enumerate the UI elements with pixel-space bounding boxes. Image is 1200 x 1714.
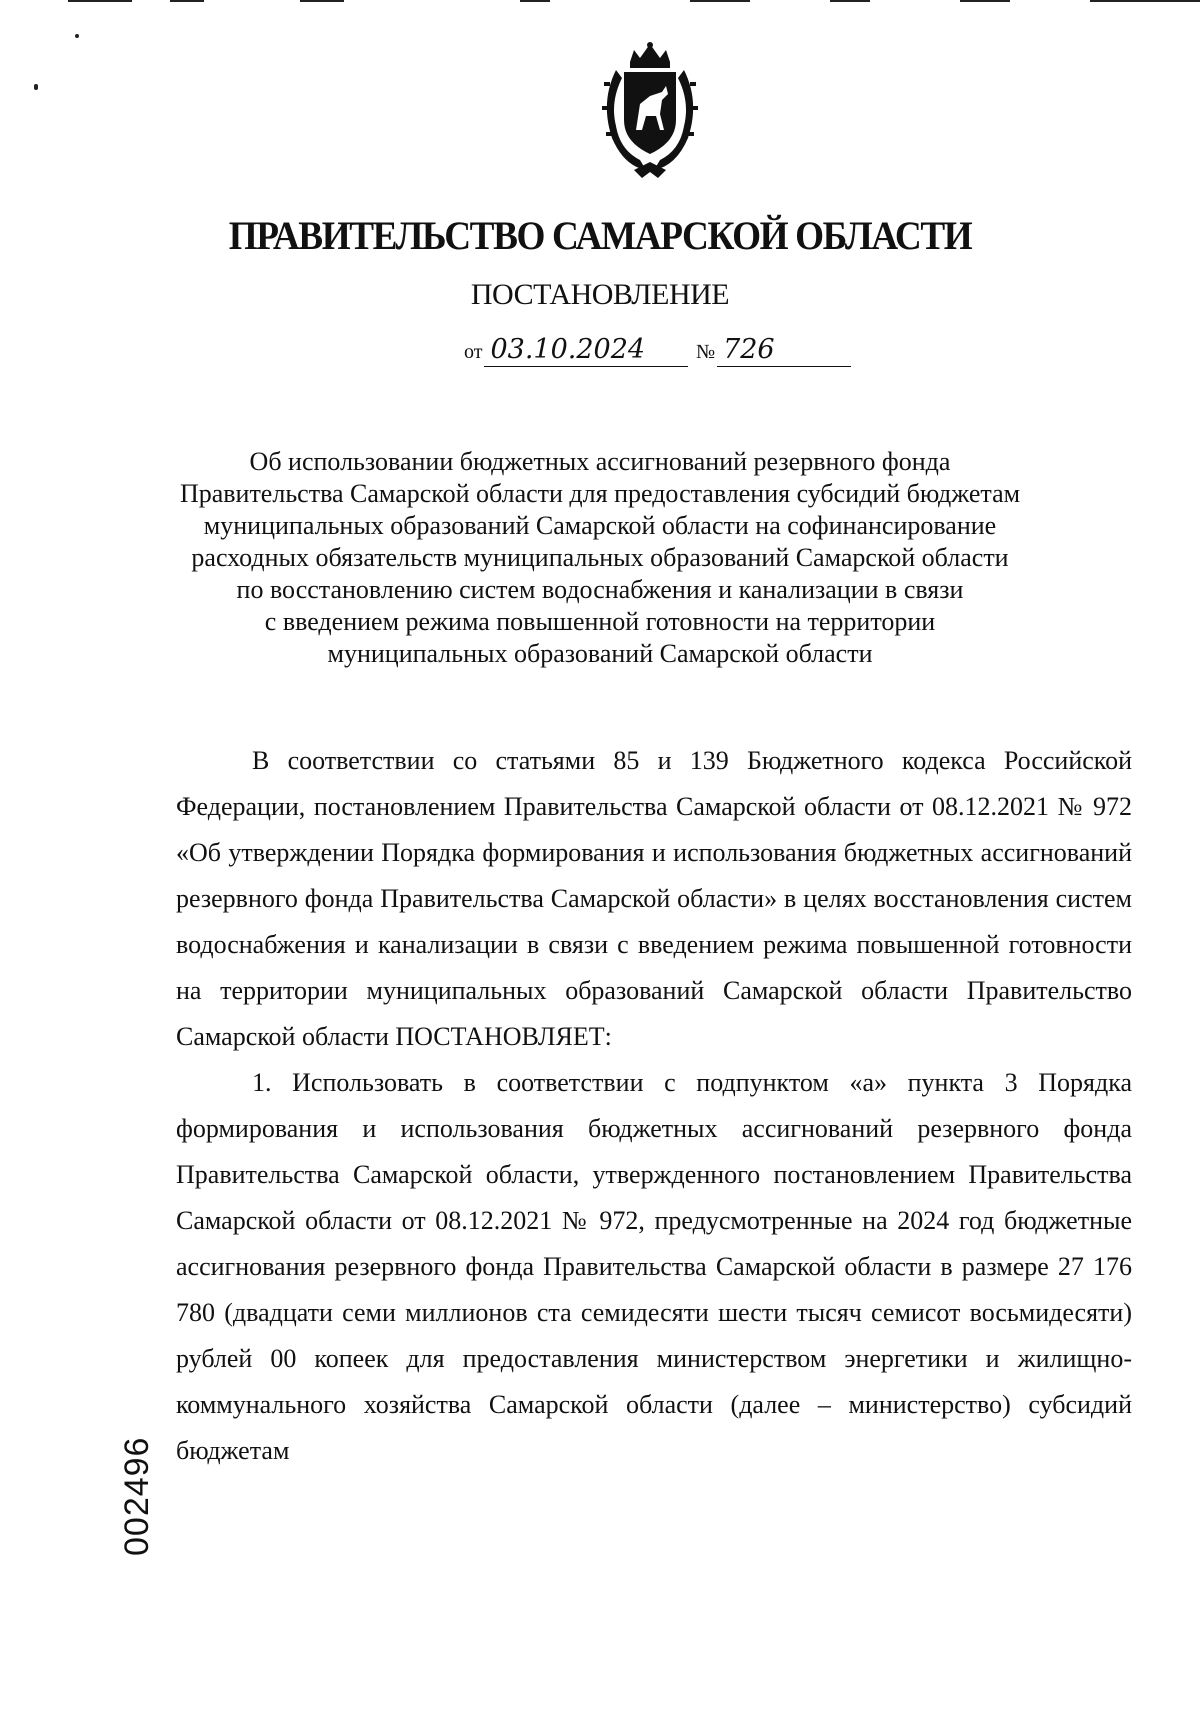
date-number-line — [462, 335, 851, 367]
paragraph-preamble: В соответствии со статьями 85 и 139 Бюджетного кодекса Российской Федерации, постановлением Правительства Самарской области от 08.12.2021 № 972 «Об утверждении Порядка формирования и использования бюджетных ассигнований резервного фонда Правительства Самарской области» в целях восстановления систем водоснабжения и канализации в связи с введением режима повышенной готовности на территории муниципальных образований Самарской области Правительство Самарской области ПОСТАНОВЛЯЕТ: — [176, 746, 1132, 1051]
side-serial-number: 002496 — [118, 1436, 156, 1556]
paragraph-item-1: 1. Использовать в соответствии с подпунктом «а» пункта 3 Порядка формирования и использования бюджетных ассигнований резервного фонда Правительства Самарской области, утвержденного постановлением Правительства Самарской области от 08.12.2021 № 972, предусмотренные на 2024 год бюджетные ассигнования резервного фонда Правительства Самарской области в размере 27 176 780 (двадцати семи миллионов ста семидесяти шести тысяч семисот восьмидесяти) рублей 00 копеек для предоставления министерством энергетики и жилищно-коммунального хозяйства Самарской области (далее – министерство) субсидий бюджетам — [176, 1068, 1132, 1465]
title-line: муниципальных образований Самарской области — [327, 639, 873, 668]
title-line: по восстановлению систем водоснабжения и канализации в связи — [236, 575, 964, 604]
document-type: ПОСТАНОВЛЕНИЕ — [470, 278, 730, 311]
date-value: 03.10.2024 — [484, 335, 688, 367]
organization-name: ПРАВИТЕЛЬСТВО САМАРСКОЙ ОБЛАСТИ — [228, 213, 972, 258]
title-line: расходных обязательств муниципальных образований Самарской области — [191, 543, 1009, 572]
number-value: 726 — [717, 335, 851, 367]
title-line: муниципальных образований Самарской области на софинансирование — [203, 511, 997, 540]
number-prefix: № — [695, 341, 716, 363]
coat-of-arms-icon — [594, 42, 706, 182]
title-line: Правительства Самарской области для предоставления субсидий бюджетам — [179, 479, 1021, 508]
title-line: с введением режима повышенной готовности на территории — [264, 607, 936, 636]
document-body — [176, 738, 1132, 1474]
date-prefix: от — [464, 341, 483, 363]
document-title — [170, 446, 1030, 670]
title-line: Об использовании бюджетных ассигнований резервного фонда — [249, 447, 951, 476]
